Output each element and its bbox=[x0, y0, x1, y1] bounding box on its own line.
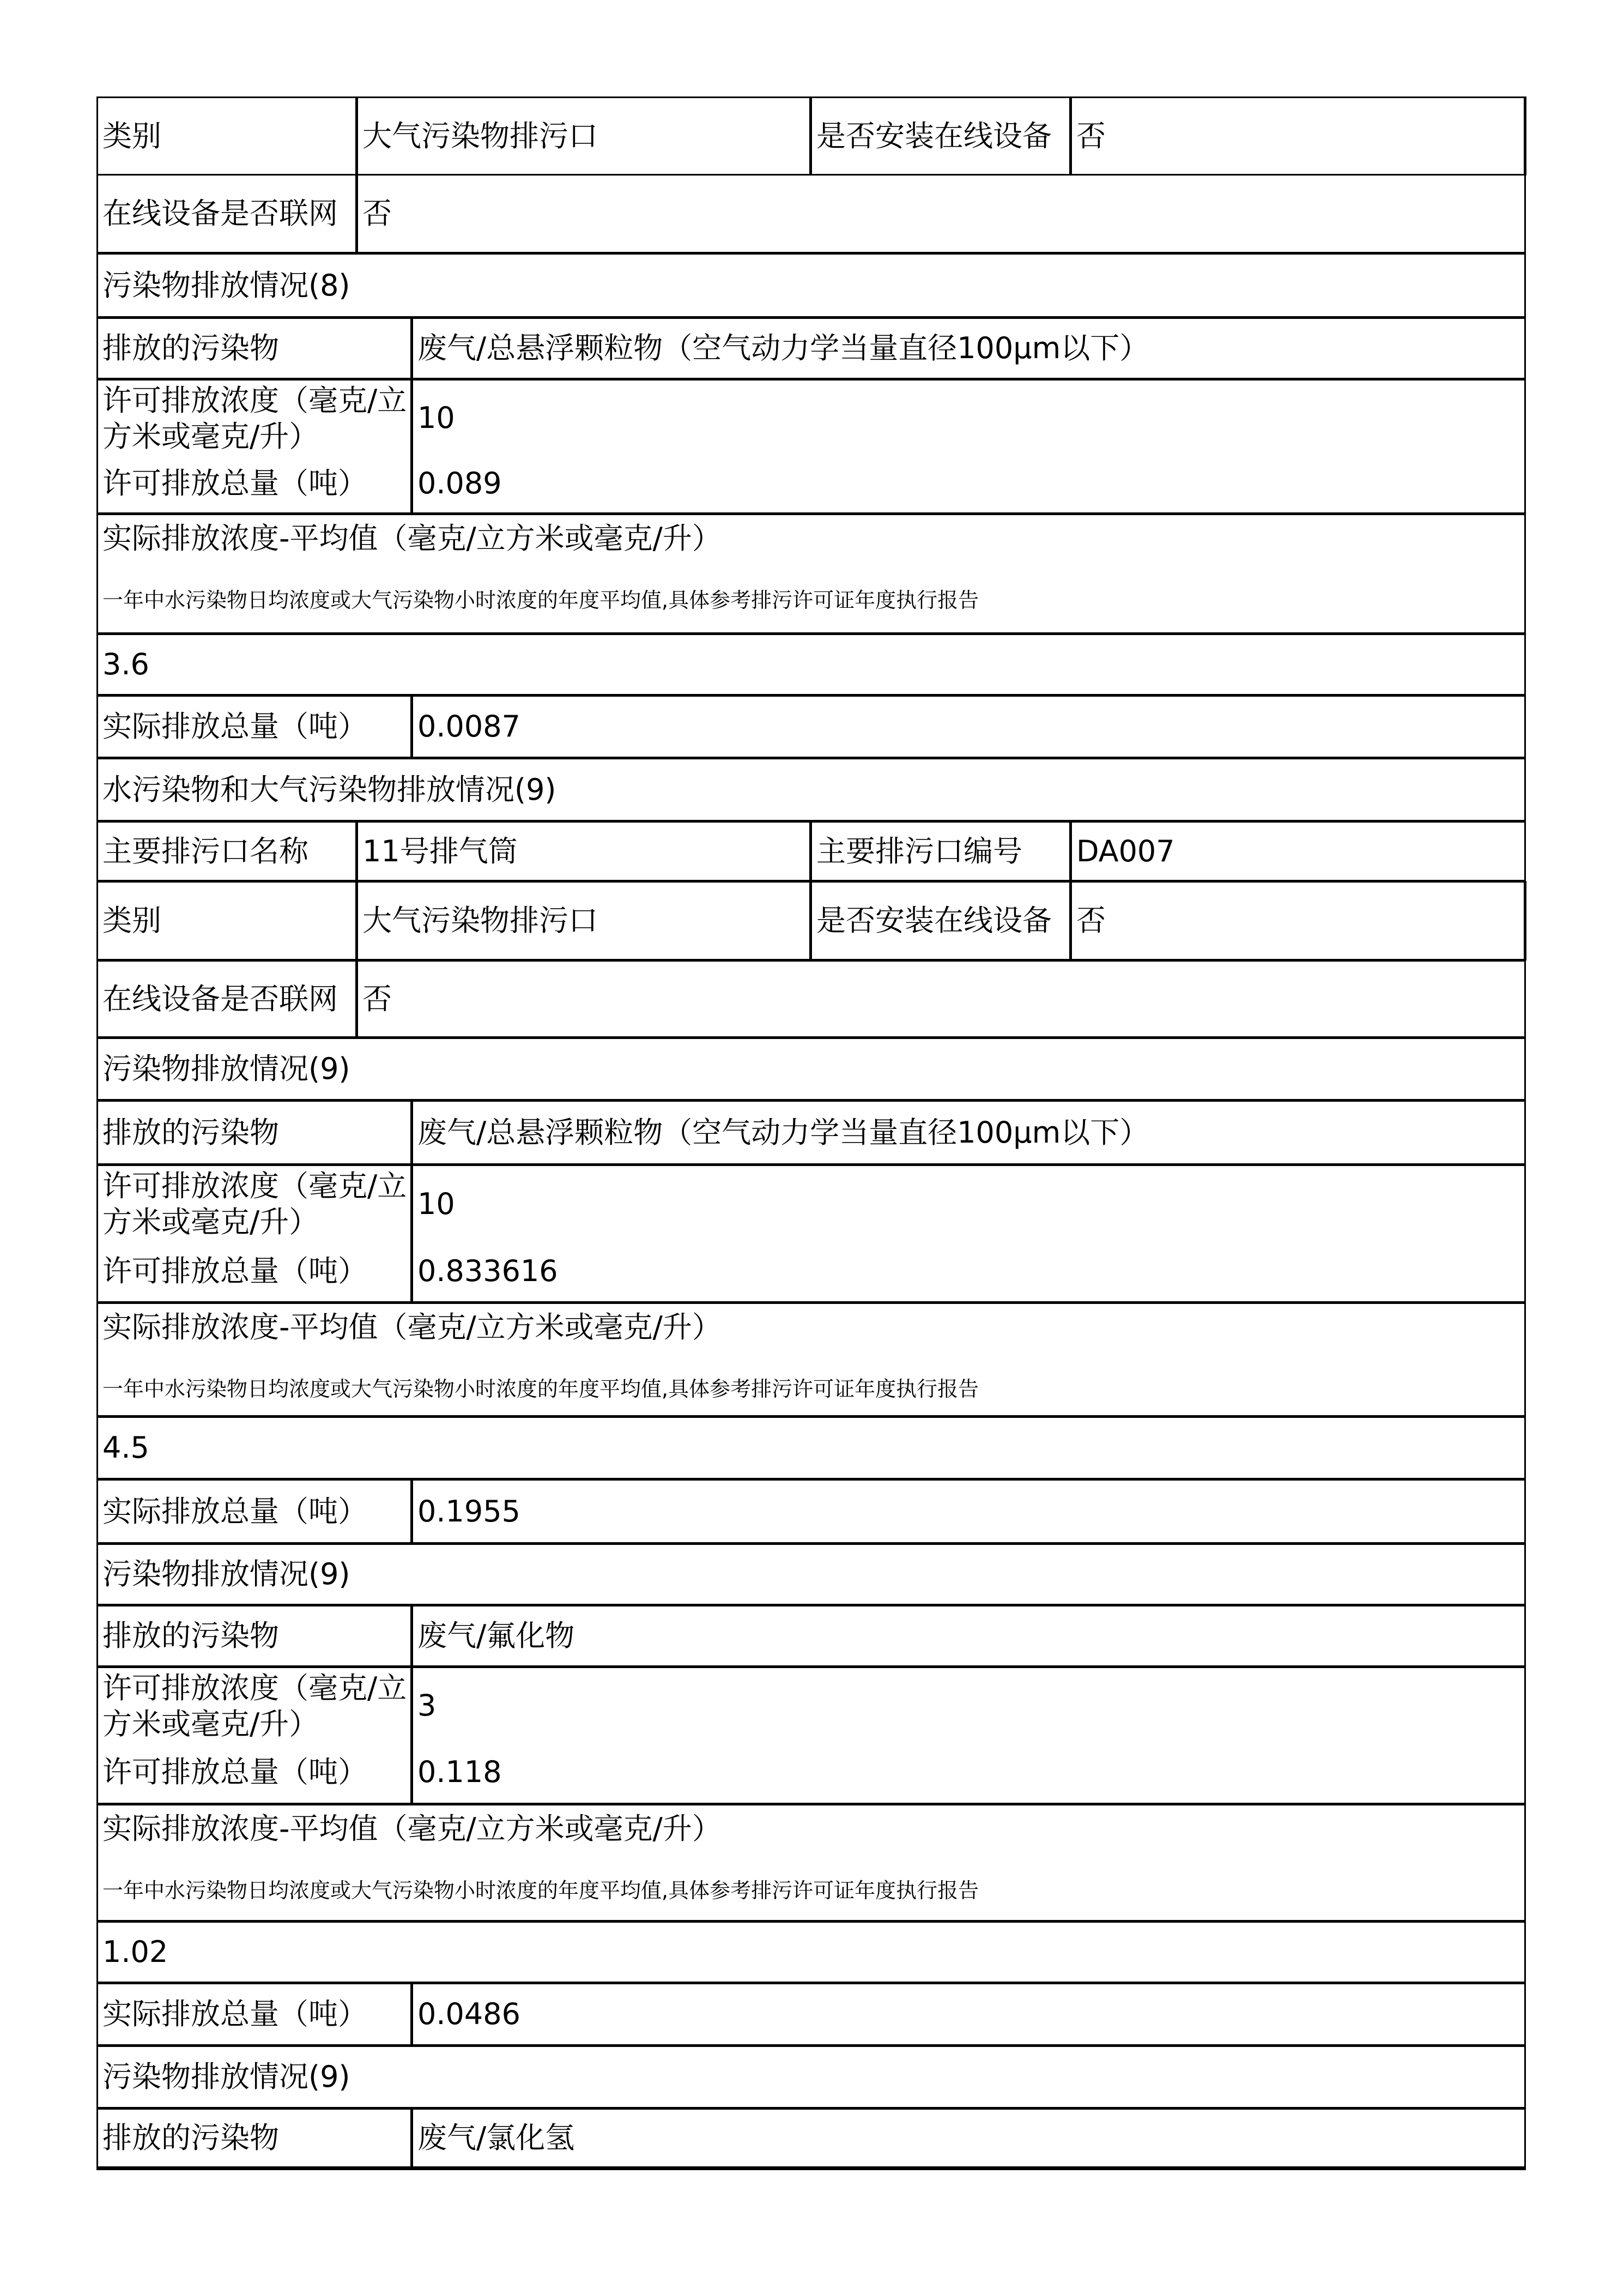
actual-conc-value-cell bbox=[96, 1921, 1526, 1983]
online-networked-value-cell bbox=[356, 960, 1526, 1038]
permit-conc-label-cell bbox=[96, 379, 412, 455]
permit-conc-value-cell bbox=[411, 379, 1526, 455]
actual-conc-note: 一年中水污染物日均浓度或大气污染物小时浓度的年度平均值,具体参考排污许可证年度执行报告 bbox=[102, 588, 979, 612]
permit-total-value-cell bbox=[411, 1241, 1526, 1303]
pollutant-value-cell bbox=[411, 1605, 1526, 1667]
outlet-code-label-cell bbox=[810, 821, 1071, 881]
pollutant-value: 废气/总悬浮颗粒物（空气动力学当量直径100μm以下） bbox=[417, 331, 1149, 365]
outlet-code-label: 主要排污口编号 bbox=[816, 834, 1022, 868]
permit-conc-value: 10 bbox=[417, 1186, 455, 1221]
actual-total-value-cell bbox=[411, 1983, 1526, 2046]
outlet-name-value: 11号排气筒 bbox=[362, 834, 518, 868]
section-title-pollutant-9-1 bbox=[96, 1037, 1526, 1101]
online-networked-value-cell bbox=[356, 174, 1526, 253]
outlet-name-label-cell bbox=[96, 821, 357, 881]
online-networked-label-cell bbox=[96, 960, 357, 1038]
actual-conc-label: 实际排放浓度-平均值（毫克/立方米或毫克/升） bbox=[102, 1310, 722, 1344]
permit-conc-label-cell bbox=[96, 1666, 412, 1743]
online-installed-value-cell bbox=[1070, 881, 1526, 961]
pollutant-value-cell bbox=[411, 1100, 1526, 1165]
online-networked-label: 在线设备是否联网 bbox=[102, 981, 338, 1016]
outlet-code-value: DA007 bbox=[1076, 834, 1175, 868]
pollutant-value: 废气/氟化物 bbox=[417, 1618, 575, 1653]
pollutant-value-cell bbox=[411, 2108, 1526, 2170]
actual-total-label-cell bbox=[96, 1479, 412, 1544]
permit-conc-label-cell bbox=[96, 1164, 412, 1242]
permit-conc-value: 3 bbox=[417, 1688, 437, 1723]
section-title-pollutant-9-3 bbox=[96, 2045, 1526, 2109]
actual-conc-label: 实际排放浓度-平均值（毫克/立方米或毫克/升） bbox=[102, 521, 722, 555]
permit-total-label: 许可排放总量（吨） bbox=[102, 466, 367, 500]
permit-conc-label: 许可排放浓度（毫克/立方米或毫克/升） bbox=[102, 1169, 407, 1239]
actual-total-value-cell bbox=[411, 1479, 1526, 1544]
category-label: 类别 bbox=[102, 118, 161, 153]
category-value-cell bbox=[356, 881, 811, 961]
permit-conc-label: 许可排放浓度（毫克/立方米或毫克/升） bbox=[102, 383, 407, 454]
online-installed-value: 否 bbox=[1076, 118, 1106, 153]
pollutant-label: 排放的污染物 bbox=[102, 331, 279, 365]
actual-conc-note: 一年中水污染物日均浓度或大气污染物小时浓度的年度平均值,具体参考排污许可证年度执行报告 bbox=[102, 1377, 979, 1401]
actual-conc-value: 4.5 bbox=[102, 1430, 149, 1465]
permit-conc-value-cell bbox=[411, 1666, 1526, 1743]
section-title: 污染物排放情况(8) bbox=[102, 268, 350, 303]
category-value: 大气污染物排污口 bbox=[362, 118, 598, 153]
online-networked-label: 在线设备是否联网 bbox=[102, 196, 338, 231]
actual-total-label: 实际排放总量（吨） bbox=[102, 1494, 367, 1529]
section-title: 污染物排放情况(9) bbox=[102, 1557, 350, 1591]
actual-conc-header-cell bbox=[96, 514, 1526, 634]
outlet-name-label: 主要排污口名称 bbox=[102, 834, 308, 868]
section-title: 污染物排放情况(9) bbox=[102, 2060, 350, 2094]
category-label-cell bbox=[96, 881, 357, 961]
section-title: 污染物排放情况(9) bbox=[102, 1052, 350, 1086]
pollutant-label-cell bbox=[96, 2108, 412, 2170]
actual-conc-value: 3.6 bbox=[102, 647, 149, 681]
actual-total-value-cell bbox=[411, 695, 1526, 758]
pollutant-value: 废气/总悬浮颗粒物（空气动力学当量直径100μm以下） bbox=[417, 1115, 1149, 1150]
permit-total-label-cell bbox=[96, 1742, 412, 1804]
actual-total-value: 0.0087 bbox=[417, 709, 520, 744]
actual-conc-note: 一年中水污染物日均浓度或大气污染物小时浓度的年度平均值,具体参考排污许可证年度执行报告 bbox=[102, 1879, 979, 1903]
actual-conc-value-cell bbox=[96, 1416, 1526, 1479]
pollutant-label-cell bbox=[96, 1100, 412, 1165]
permit-total-value-cell bbox=[411, 1742, 1526, 1804]
permit-total-value-cell bbox=[411, 454, 1526, 514]
online-networked-value: 否 bbox=[362, 196, 392, 231]
actual-total-label-cell bbox=[96, 1983, 412, 2046]
permit-total-value: 0.833616 bbox=[417, 1253, 558, 1288]
outlet-code-value-cell bbox=[1070, 821, 1526, 881]
permit-total-value: 0.118 bbox=[417, 1755, 502, 1789]
actual-total-value: 0.0486 bbox=[417, 1997, 520, 2031]
pollutant-label: 排放的污染物 bbox=[102, 1115, 279, 1150]
section-title: 水污染物和大气污染物排放情况(9) bbox=[102, 772, 556, 807]
permit-total-label-cell bbox=[96, 1241, 412, 1303]
online-installed-label-cell bbox=[810, 96, 1071, 176]
permit-total-label-cell bbox=[96, 454, 412, 514]
outlet-name-value-cell bbox=[356, 821, 811, 881]
pollutant-value-cell bbox=[411, 317, 1526, 379]
online-installed-value: 否 bbox=[1076, 903, 1106, 938]
category-value-cell bbox=[356, 96, 811, 176]
permit-total-value: 0.089 bbox=[417, 466, 502, 500]
actual-total-label: 实际排放总量（吨） bbox=[102, 1997, 367, 2031]
actual-total-label: 实际排放总量（吨） bbox=[102, 709, 367, 744]
pollutant-value: 废气/氯化氢 bbox=[417, 2121, 575, 2155]
actual-total-label-cell bbox=[96, 695, 412, 758]
category-label-cell bbox=[96, 96, 357, 176]
category-label: 类别 bbox=[102, 903, 161, 938]
actual-total-value: 0.1955 bbox=[417, 1494, 520, 1529]
permit-conc-value: 10 bbox=[417, 400, 455, 435]
actual-conc-label: 实际排放浓度-平均值（毫克/立方米或毫克/升） bbox=[102, 1811, 722, 1846]
actual-conc-header-cell bbox=[96, 1302, 1526, 1417]
pollutant-label-cell bbox=[96, 1605, 412, 1667]
permit-conc-value-cell bbox=[411, 1164, 1526, 1242]
permit-total-label: 许可排放总量（吨） bbox=[102, 1755, 367, 1789]
permit-total-label: 许可排放总量（吨） bbox=[102, 1253, 367, 1288]
pollutant-label-cell bbox=[96, 317, 412, 379]
section-title-pollutant-9-2 bbox=[96, 1543, 1526, 1605]
section-title-pollutant-8 bbox=[96, 253, 1526, 318]
actual-conc-value: 1.02 bbox=[102, 1935, 168, 1969]
online-installed-label: 是否安装在线设备 bbox=[816, 118, 1052, 153]
pollutant-label: 排放的污染物 bbox=[102, 1618, 279, 1653]
online-installed-label: 是否安装在线设备 bbox=[816, 903, 1052, 938]
pollutant-label: 排放的污染物 bbox=[102, 2121, 279, 2155]
section-title-outlet-9 bbox=[96, 758, 1526, 822]
online-networked-value: 否 bbox=[362, 981, 392, 1016]
category-value: 大气污染物排污口 bbox=[362, 903, 598, 938]
permit-conc-label: 许可排放浓度（毫克/立方米或毫克/升） bbox=[102, 1671, 407, 1741]
online-networked-label-cell bbox=[96, 174, 357, 253]
online-installed-value-cell bbox=[1070, 96, 1526, 176]
online-installed-label-cell bbox=[810, 881, 1071, 961]
actual-conc-header-cell bbox=[96, 1804, 1526, 1922]
actual-conc-value-cell bbox=[96, 633, 1526, 696]
